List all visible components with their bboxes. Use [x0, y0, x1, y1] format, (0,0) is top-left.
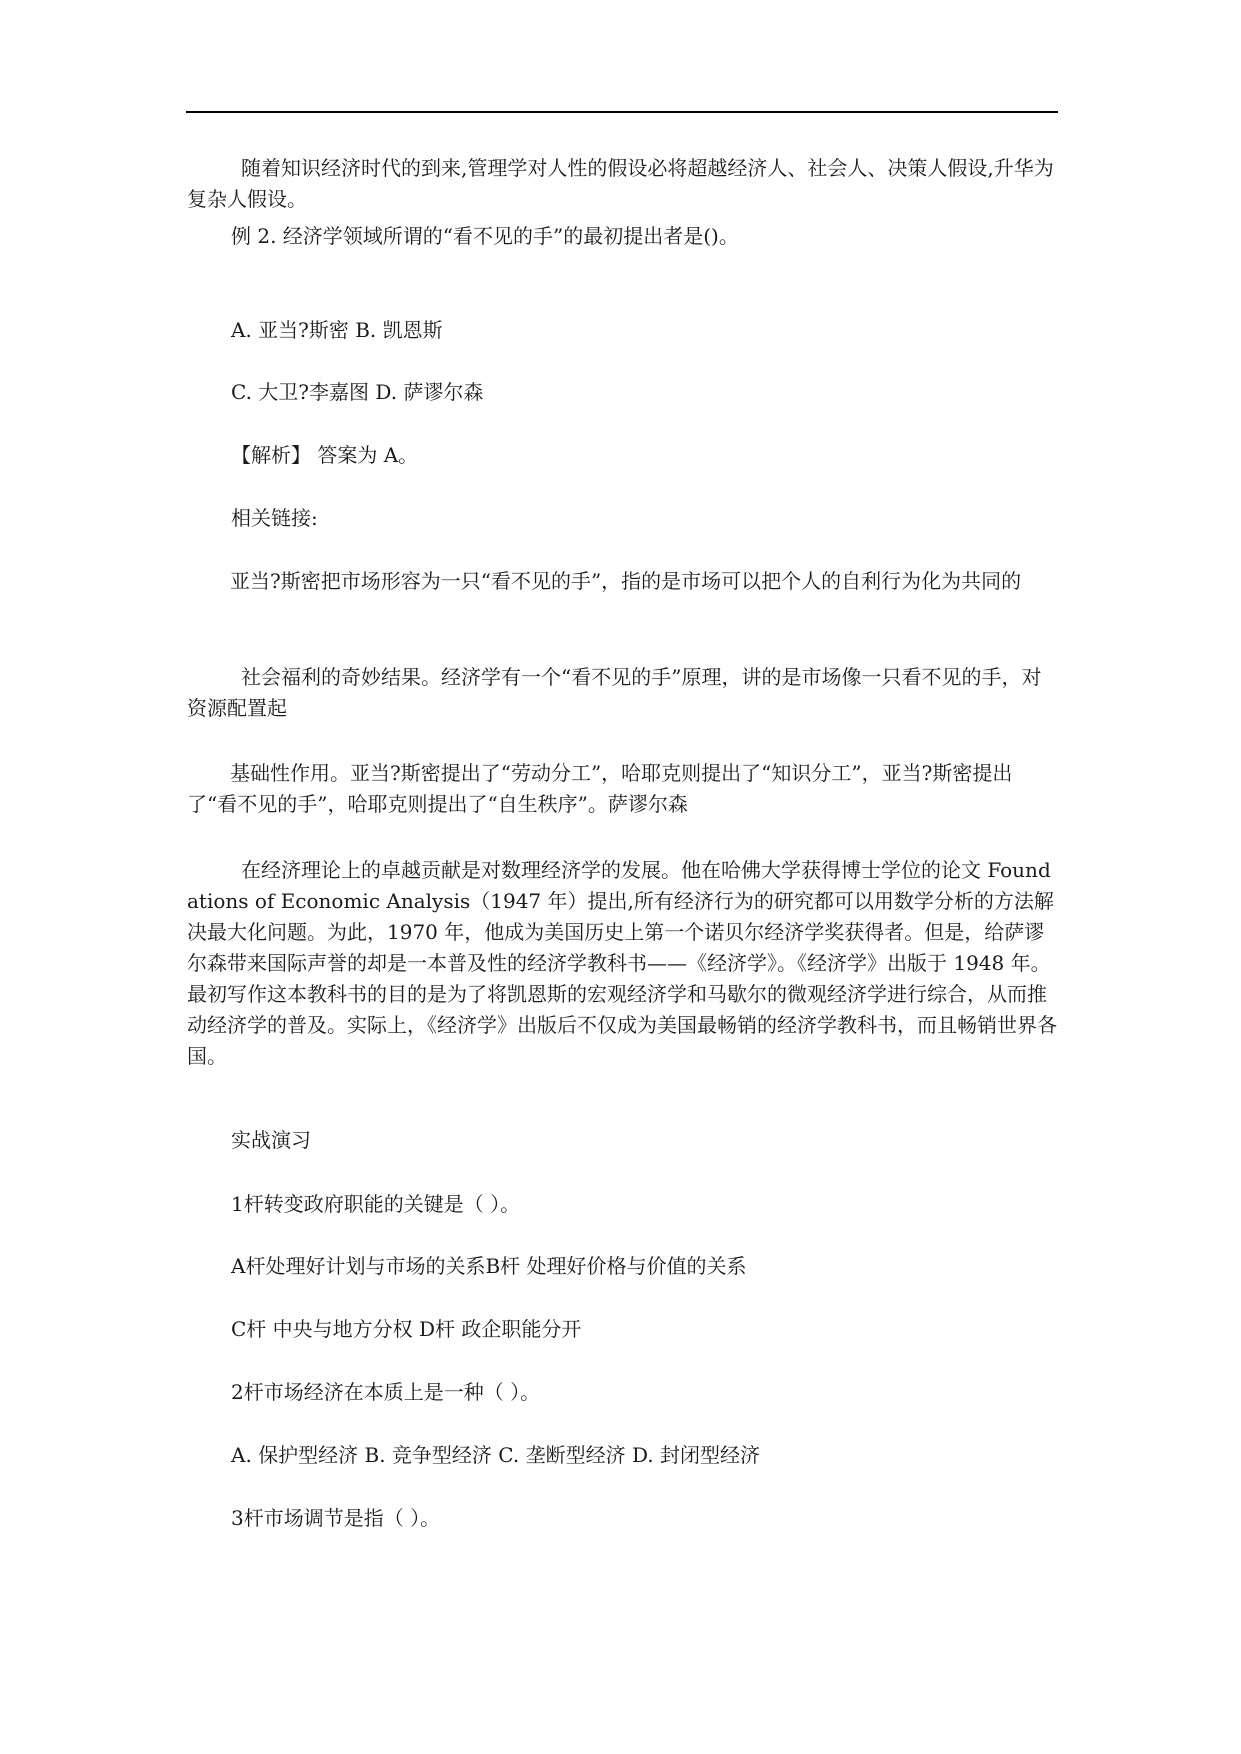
paragraph-division-of-labor: 基础性作用。亚当?斯密提出了“劳动分工”，哈耶克则提出了“知识分工”，亚当?斯密提出了“看不见的手”，哈耶克则提出了“自生秩序”。萨谬尔森	[187, 761, 1013, 816]
paragraph-invisible-hand: 亚当?斯密把市场形容为一只“看不见的手”，指的是市场可以把个人的自利行为化为共同的	[230, 569, 1022, 593]
example-2-options-ab: A. 亚当?斯密 B. 凯恩斯	[231, 318, 443, 342]
paragraph-samuelson: 在经济理论上的卓越贡献是对数理经济学的发展。他在哈佛大学获得博士学位的论文 Foundations of Economic Analysis（1947 年）提出,所有经济行为的研究都可以用数学分析的方法解决最大化问题。为此，1970 年，他成为美国历史上第一个诺贝尔经济学奖获得者。但是，给萨谬尔森带来国际声誉的却是一本普及性的经济学教科书——《经济学》。《经济学》出版于 1948 年。最初写作这本教科书的目的是为了将凯恩斯的宏观经济学和马歇尔的微观经济学进行综合，从而推动经济学的普及。实际上，《经济学》出版后不仅成为美国最畅销的经济学教科书，而且畅销世界各国。	[187, 858, 1057, 1068]
related-links-heading: 相关链接:	[231, 506, 318, 530]
paragraph-social-welfare: 社会福利的奇妙结果。经济学有一个“看不见的手”原理，讲的是市场像一只看不见的手，对资源配置起	[187, 665, 1042, 720]
question-2-options: A. 保护型经济 B. 竞争型经济 C. 垄断型经济 D. 封闭型经济	[231, 1443, 760, 1467]
question-2: 2杆市场经济在本质上是一种（ ）。	[231, 1380, 541, 1404]
practice-heading: 实战演习	[231, 1128, 311, 1152]
question-1-options-cd: C杆 中央与地方分权 D杆 政企职能分开	[231, 1317, 582, 1341]
paragraph-complex-man: 随着知识经济时代的到来,管理学对人性的假设必将超越经济人、社会人、决策人假设,升华为复杂人假设。	[187, 156, 1054, 211]
question-1-options-ab: A杆处理好计划与市场的关系B杆 处理好价格与价值的关系	[231, 1254, 747, 1278]
question-1: 1杆转变政府职能的关键是（ ）。	[231, 1192, 521, 1216]
example-2-analysis: 【解析】 答案为 A。	[231, 443, 419, 467]
question-3: 3杆市场调节是指（ ）。	[231, 1506, 441, 1530]
example-2-options-cd: C. 大卫?李嘉图 D. 萨谬尔森	[231, 380, 484, 404]
header-rule	[186, 111, 1058, 113]
example-2-question: 例 2. 经济学领域所谓的“看不见的手”的最初提出者是()。	[231, 224, 739, 248]
